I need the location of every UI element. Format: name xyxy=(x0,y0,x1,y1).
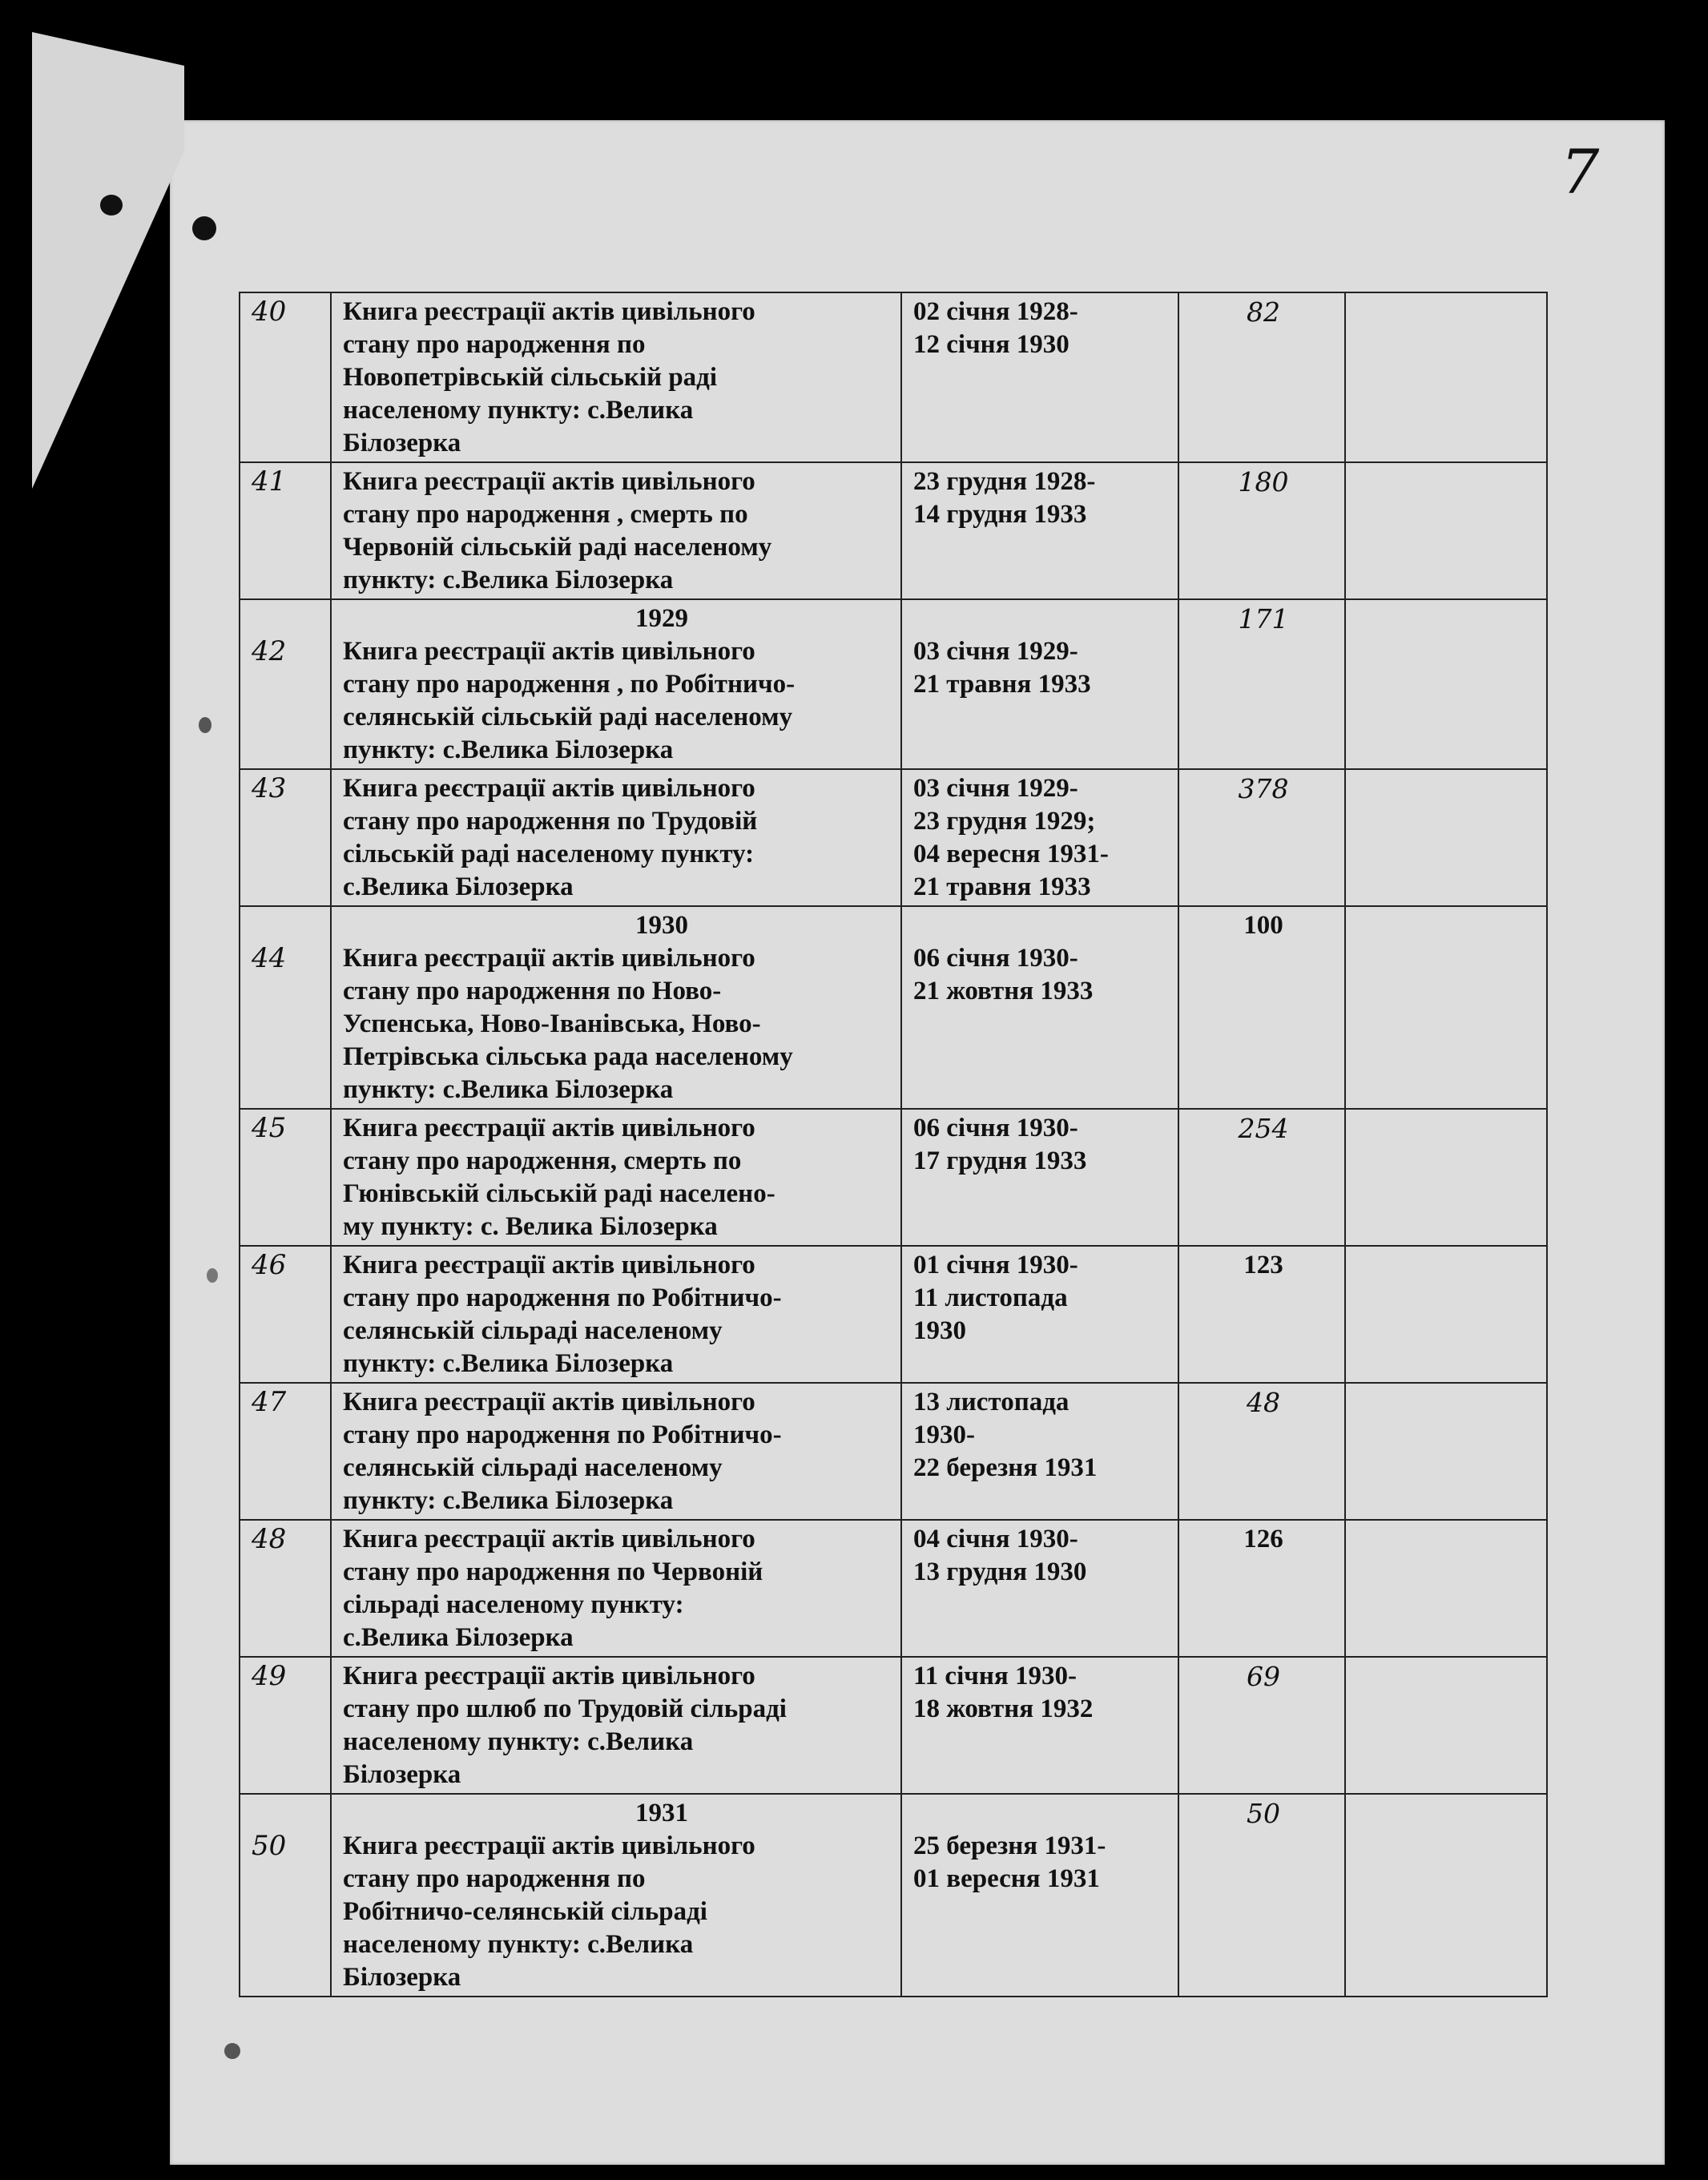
notes-cell xyxy=(1345,1109,1547,1246)
notes-cell xyxy=(1345,292,1547,462)
sheet-count: 378 xyxy=(1178,769,1345,906)
row-number: 41 xyxy=(240,462,331,599)
sheet-count: 171 xyxy=(1178,599,1345,769)
notes-cell xyxy=(1345,1657,1547,1794)
sheet-count: 69 xyxy=(1178,1657,1345,1794)
date-range: 04 січня 1930- 13 грудня 1930 xyxy=(901,1520,1178,1657)
date-range: 03 січня 1929- 23 грудня 1929; 04 вересня 1931- 21 травня 1933 xyxy=(901,769,1178,906)
table-row xyxy=(240,1657,1547,1794)
notes-cell xyxy=(1345,599,1547,769)
row-number: 40 xyxy=(240,292,331,462)
sheet-count: 180 xyxy=(1178,462,1345,599)
page-number: 7 xyxy=(1561,136,1600,208)
date-range: 11 січня 1930- 18 жовтня 1932 xyxy=(901,1657,1178,1794)
row-number: 42 xyxy=(240,599,331,769)
row-number: 44 xyxy=(240,906,331,1109)
record-title: Книга реєстрації актів цивільного стану про народження , смерть по Червоній сільській раді населеному пункту: с.Велика Білозерка xyxy=(331,462,901,599)
notes-cell xyxy=(1345,462,1547,599)
punch-hole xyxy=(100,195,123,216)
row-number: 46 xyxy=(240,1246,331,1383)
record-title: Книга реєстрації актів цивільного стану про народження по Робітничо- селянській сільраді населеному пункту: с.Велика Білозерка xyxy=(331,1383,901,1520)
table-row xyxy=(240,769,1547,906)
punch-hole xyxy=(199,717,211,733)
record-title: 1931 Книга реєстрації актів цивільного стану про народження по Робітничо-селянській сільраді населеному пункту: с.Велика Білозерка xyxy=(331,1794,901,1997)
table-row xyxy=(240,1109,1547,1246)
date-range: 13 листопада 1930- 22 березня 1931 xyxy=(901,1383,1178,1520)
folded-corner xyxy=(32,32,184,489)
punch-hole xyxy=(192,216,216,240)
date-range: 03 січня 1929- 21 травня 1933 xyxy=(901,599,1178,769)
table-row xyxy=(240,292,1547,462)
notes-cell xyxy=(1345,1383,1547,1520)
sheet-count: 82 xyxy=(1178,292,1345,462)
table-row xyxy=(240,462,1547,599)
table-row xyxy=(240,1520,1547,1657)
row-number: 50 xyxy=(240,1794,331,1997)
register-table xyxy=(239,292,1548,1997)
sheet-count: 100 xyxy=(1178,906,1345,1109)
notes-cell xyxy=(1345,769,1547,906)
sheet-count: 48 xyxy=(1178,1383,1345,1520)
row-number: 47 xyxy=(240,1383,331,1520)
record-title: Книга реєстрації актів цивільного стану про народження по Робітничо- селянській сільраді населеному пункту: с.Велика Білозерка xyxy=(331,1246,901,1383)
record-title: 1929 Книга реєстрації актів цивільного стану про народження , по Робітничо- селянській сільській раді населеному пункту: с.Велика Білозерка xyxy=(331,599,901,769)
notes-cell xyxy=(1345,906,1547,1109)
sheet-count: 50 xyxy=(1178,1794,1345,1997)
record-title: Книга реєстрації актів цивільного стану про народження, смерть по Гюнівській сільській раді населено- му пункту: с. Велика Білозерка xyxy=(331,1109,901,1246)
notes-cell xyxy=(1345,1520,1547,1657)
table-row xyxy=(240,599,1547,769)
date-range: 06 січня 1930- 21 жовтня 1933 xyxy=(901,906,1178,1109)
row-number: 43 xyxy=(240,769,331,906)
notes-cell xyxy=(1345,1246,1547,1383)
sheet-count: 254 xyxy=(1178,1109,1345,1246)
punch-hole xyxy=(224,2043,240,2059)
date-range: 23 грудня 1928- 14 грудня 1933 xyxy=(901,462,1178,599)
record-title: Книга реєстрації актів цивільного стану про народження по Червоній сільраді населеному пункту: с.Велика Білозерка xyxy=(331,1520,901,1657)
date-range: 01 січня 1930- 11 листопада 1930 xyxy=(901,1246,1178,1383)
date-range: 25 березня 1931- 01 вересня 1931 xyxy=(901,1794,1178,1997)
record-title: 1930 Книга реєстрації актів цивільного стану про народження по Ново- Успенська, Ново-Іванівська, Ново- Петрівська сільська рада населеному пункту: с.Велика Білозерка xyxy=(331,906,901,1109)
year-heading: 1931 xyxy=(635,1799,688,1827)
year-heading: 1929 xyxy=(635,604,688,633)
sheet-count: 123 xyxy=(1178,1246,1345,1383)
table-row xyxy=(240,1246,1547,1383)
row-number: 49 xyxy=(240,1657,331,1794)
punch-hole xyxy=(207,1268,218,1283)
record-title: Книга реєстрації актів цивільного стану про народження по Трудовій сільській раді населеному пункту: с.Велика Білозерка xyxy=(331,769,901,906)
date-range: 06 січня 1930- 17 грудня 1933 xyxy=(901,1109,1178,1246)
record-title: Книга реєстрації актів цивільного стану про народження по Новопетрівській сільській раді населеному пункту: с.Велика Білозерка xyxy=(331,292,901,462)
table-row xyxy=(240,906,1547,1109)
row-number: 45 xyxy=(240,1109,331,1246)
sheet-count: 126 xyxy=(1178,1520,1345,1657)
record-title: Книга реєстрації актів цивільного стану про шлюб по Трудовій сільраді населеному пункту: с.Велика Білозерка xyxy=(331,1657,901,1794)
date-range: 02 січня 1928- 12 січня 1930 xyxy=(901,292,1178,462)
table-row xyxy=(240,1383,1547,1520)
year-heading: 1930 xyxy=(635,911,688,940)
table-row xyxy=(240,1794,1547,1997)
row-number: 48 xyxy=(240,1520,331,1657)
notes-cell xyxy=(1345,1794,1547,1997)
